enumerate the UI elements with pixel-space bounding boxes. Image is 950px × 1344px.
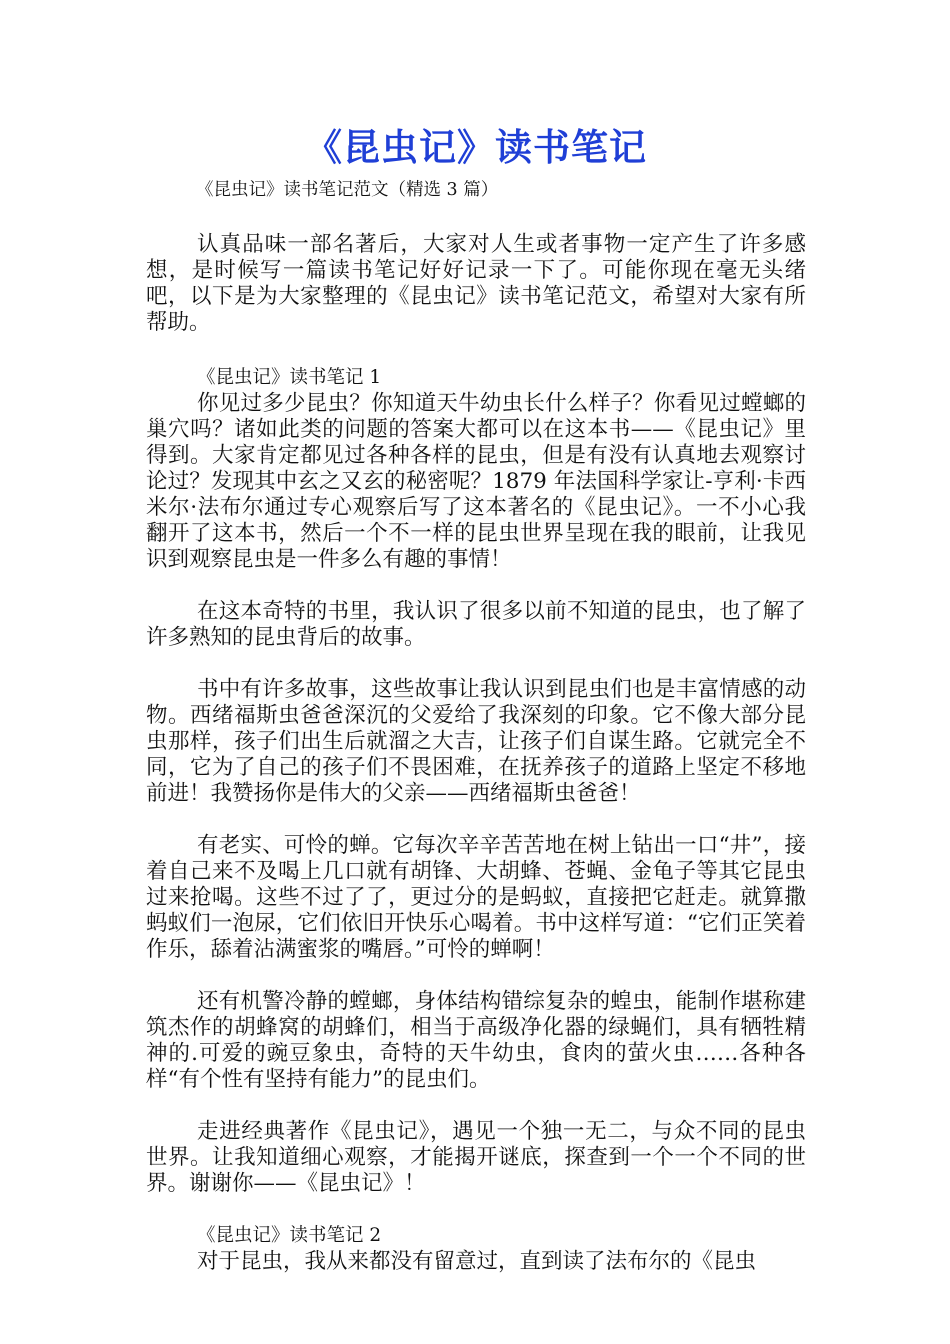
spacer (146, 651, 806, 677)
section-1-paragraph: 走进经典著作《昆虫记》，遇见一个独一无二，与众不同的昆虫世界。让我知道细心观察，才能揭开谜底，探查到一个一个不同的世界。谢谢你——《昆虫记》！ (146, 1119, 806, 1196)
spacer (146, 1093, 806, 1119)
section-1-paragraph: 书中有许多故事，这些故事让我认识到昆虫们也是丰富情感的动物。西绪福斯虫爸爸深沉的父爱给了我深刻的印象。它不像大部分昆虫那样，孩子们出生后就溜之大吉，让孩子们自谋生路。它就完全不同，它为了自己的孩子们不畏困难，在抚养孩子的道路上坚定不移地前进！我赞扬你是伟大的父亲——西绪福斯虫爸爸！ (146, 677, 806, 806)
spacer (146, 807, 806, 833)
section-2-heading: 《昆虫记》读书笔记 2 (197, 1225, 382, 1246)
section-1-paragraph: 你见过多少昆虫？你知道天牛幼虫长什么样子？你看见过螳螂的巢穴吗？诸如此类的问题的答案大都可以在这本书——《昆虫记》里得到。大家肯定都见过各种各样的昆虫，但是有没有认真地去观察讨论过？发现其中玄之又玄的秘密呢？1879 年法国科学家让-亨利·卡西米尔·法布尔通过专心观察后写了这本著名的《昆虫记》。一不小心我翻开了这本书，然后一个不一样的昆虫世界呈现在我的眼前，让我见识到观察昆虫是一件多么有趣的事情！ (146, 391, 806, 572)
section-1-paragraph: 在这本奇特的书里，我认识了很多以前不知道的昆虫，也了解了许多熟知的昆虫背后的故事。 (146, 599, 806, 650)
document-page (146, 118, 806, 1275)
section-1-paragraph: 有老实、可怜的蝉。它每次辛辛苦苦地在树上钻出一口“井”，接着自己来不及喝上几口就有胡锋、大胡蜂、苍蝇、金龟子等其它昆虫过来抢喝。这些不过了了，更过分的是蚂蚁，直接把它赶走。就算撒蚂蚁们一泡尿，它们依旧开快乐心喝着。书中这样写道：“它们正笑着作乐，舔着沾满蜜浆的嘴唇。”可怜的蝉啊！ (146, 833, 806, 962)
spacer (146, 963, 806, 989)
section-1-paragraph: 还有机警冷静的螳螂，身体结构错综复杂的蝗虫，能制作堪称建筑杰作的胡蜂窝的胡蜂们，相当于高级净化器的绿蝇们，具有牺牲精神的.可爱的豌豆象虫，奇特的天牛幼虫，食肉的萤火虫……各种各样“有个性有坚持有能力”的昆虫们。 (146, 989, 806, 1092)
document-title: 《昆虫记》读书笔记 (305, 126, 647, 169)
spacer (146, 1197, 806, 1223)
spacer (146, 573, 806, 599)
spacer (146, 336, 806, 365)
document-subtitle: 《昆虫记》读书笔记范文（精选 3 篇） (196, 180, 499, 200)
spacer (146, 203, 806, 232)
intro-paragraph: 认真品味一部名著后，大家对人生或者事物一定产生了许多感想，是时候写一篇读书笔记好好记录一下了。可能你现在毫无头绪吧，以下是为大家整理的《昆虫记》读书笔记范文，希望对大家有所帮助。 (146, 232, 806, 335)
section-2-paragraph: 对于昆虫，我从来都没有留意过，直到读了法布尔的《昆虫 (197, 1249, 757, 1274)
section-1-heading: 《昆虫记》读书笔记 1 (197, 367, 382, 388)
